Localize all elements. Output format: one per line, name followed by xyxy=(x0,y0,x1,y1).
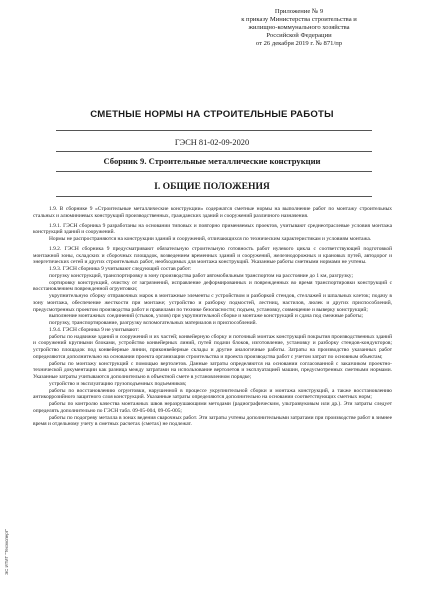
appendix-line: жилищно-коммунального хозяйства xyxy=(248,24,350,32)
document-body xyxy=(33,206,392,428)
appendix-line: от 26 декабря 2019 г. № 871/пр xyxy=(255,40,343,48)
paragraph: 1.9.1. ГЭСН сборника 9 разработаны на основании типовых и повторно применяемых проектов, учитывают среднеотраслевые условия монтажа конструкций зданий и сооружений. xyxy=(33,222,392,236)
appendix-line: к приказу Министерства строительства и xyxy=(241,16,357,24)
divider-line xyxy=(56,171,372,172)
paragraph: Нормы не распространяются на конструкции зданий и сооружений, отличающихся по техническим характеристикам и условиям монтажа. xyxy=(49,236,372,242)
paragraph: сортировку конструкций, очистку от загрязнений, исправление деформированных и поврежденных во время транспортировки конструкций с восстановлением поврежденной огрунтовки; xyxy=(33,279,392,293)
paragraph: 1.9. В сборнике 9 «Строительные металлические конструкции» содержатся сметные нормы на выполнение работ по монтажу строительных стальных и алюминиевых конструкций производственных, гражданских зданий и сооружений различного назначения. xyxy=(33,206,392,219)
appendix-block xyxy=(204,8,394,48)
section-heading: I. ОБЩИЕ ПОЛОЖЕНИЯ xyxy=(154,181,270,192)
norm-code: ГЭСН 81-02-09-2020 xyxy=(174,138,250,147)
side-stamp: ЭС ИТИТ "Техэксперт" xyxy=(4,528,9,575)
paragraph: выполнение монтажных соединений (стыков, узлов) при укрупнительной сборке и монтаже конструкций и сдача под смежные работы; xyxy=(49,313,364,320)
paragraph: 1.9.3. ГЭСН сборника 9 учитывают следующий состав работ: xyxy=(49,266,192,272)
paragraph: работы по монтажу конструкций с помощью вертолетов. Данные затраты определяются на основании согласованной с заказчиком проектно-технической документации как разница между затратами на использование вертолетов и эксплуатацией машин, предусмотренных сметными нормами. Указанные затраты учитываются дополнительно в объектной смете в установленном порядке; xyxy=(33,360,392,380)
paragraph: устройство и эксплуатацию грузоподъемных подъемников; xyxy=(49,380,187,387)
divider-line xyxy=(56,196,372,197)
paragraph: работы по контролю качества монтажных швов неразрушающими методами (радиографическим, ультразвуковым или др.). Эти затраты следует определять дополнительно по ГЭСН табл. 09-05-004, 09-05-005; xyxy=(33,401,392,414)
paragraph: укрупнительную сборку отправочных марок в монтажные элементы с устройством и разборкой стендов, стеллажей и шпальных клеток; подачу в зону монтажа, обеспечение жесткости при монтаже; устройство и разборку подмостей, лестниц, настилов, люлек и других приспособлений, предусмотренных проектом производства работ и правилами по технике безопасности; подъем, установку, совмещение и выверку конструкций; xyxy=(33,293,392,313)
paragraph: погрузку конструкций, транспортировку в зону производства работ автомобильным транспортом на расстояние до 1 км, разгрузку; xyxy=(49,272,353,279)
collection-title: Сборник 9. Строительные металлические конструкции xyxy=(103,156,321,166)
paragraph: 1.9.4. ГЭСН сборника 9 не учитывают: xyxy=(49,326,140,333)
divider-line xyxy=(56,130,372,131)
appendix-line: Приложение № 9 xyxy=(274,8,324,15)
paragraph: работы по надвижке зданий и сооружений и их частей; конвейерную сборку и поточный монтаж конструкций покрытия производственных зданий и сооружений крупными блоками, устройство конвейерных линий, путей подачи блоков, изготовление, установку и разборку стендов-кондукторов; устройство площадок под конвейерные линии, приконвейерные склады и другие аналогичные работы. Затраты на производство указанных работ определяются дополнительно на основании проекта организации строительства и проекта производства работ с учетом затрат по основным объектам; xyxy=(33,333,392,360)
document-title: СМЕТНЫЕ НОРМЫ НА СТРОИТЕЛЬНЫЕ РАБОТЫ xyxy=(90,109,334,120)
divider-line xyxy=(56,151,372,152)
paragraph: работы по подогреву металла в зонах ведения сварочных работ. Эти затраты учтены дополнительными затратами при производстве работ в зимнее время и отдельному учету в сметных расчетах (сметах) не подлежат. xyxy=(33,414,392,428)
paragraph: 1.9.2. ГЭСН сборника 9 предусматривают обязательную строительную готовность работ нулевого цикла с соответствующей подготовкой монтажной зоны, складских и сборочных площадок, возведением временных зданий и сооружений, железнодорожных и крановых путей, автодорог и энергетических сетей и других строительных работ, необходимых для монтажа конструкций. Указанные работы сметными нормами не учтены. xyxy=(33,245,392,266)
appendix-line: Российской Федерации xyxy=(266,32,332,40)
paragraph: работы по восстановлению огрунтовки, нарушенной в процессе укрупнительной сборки и монтажа конструкций, а также восстановлению антикоррозийного защитного слоя конструкций. Указанные затраты определяются дополнительно на основании соответствующих сметных норм; xyxy=(33,387,392,401)
paragraph: погрузку, транспортирование, разгрузку вспомогательных материалов и приспособлений. xyxy=(49,320,257,326)
